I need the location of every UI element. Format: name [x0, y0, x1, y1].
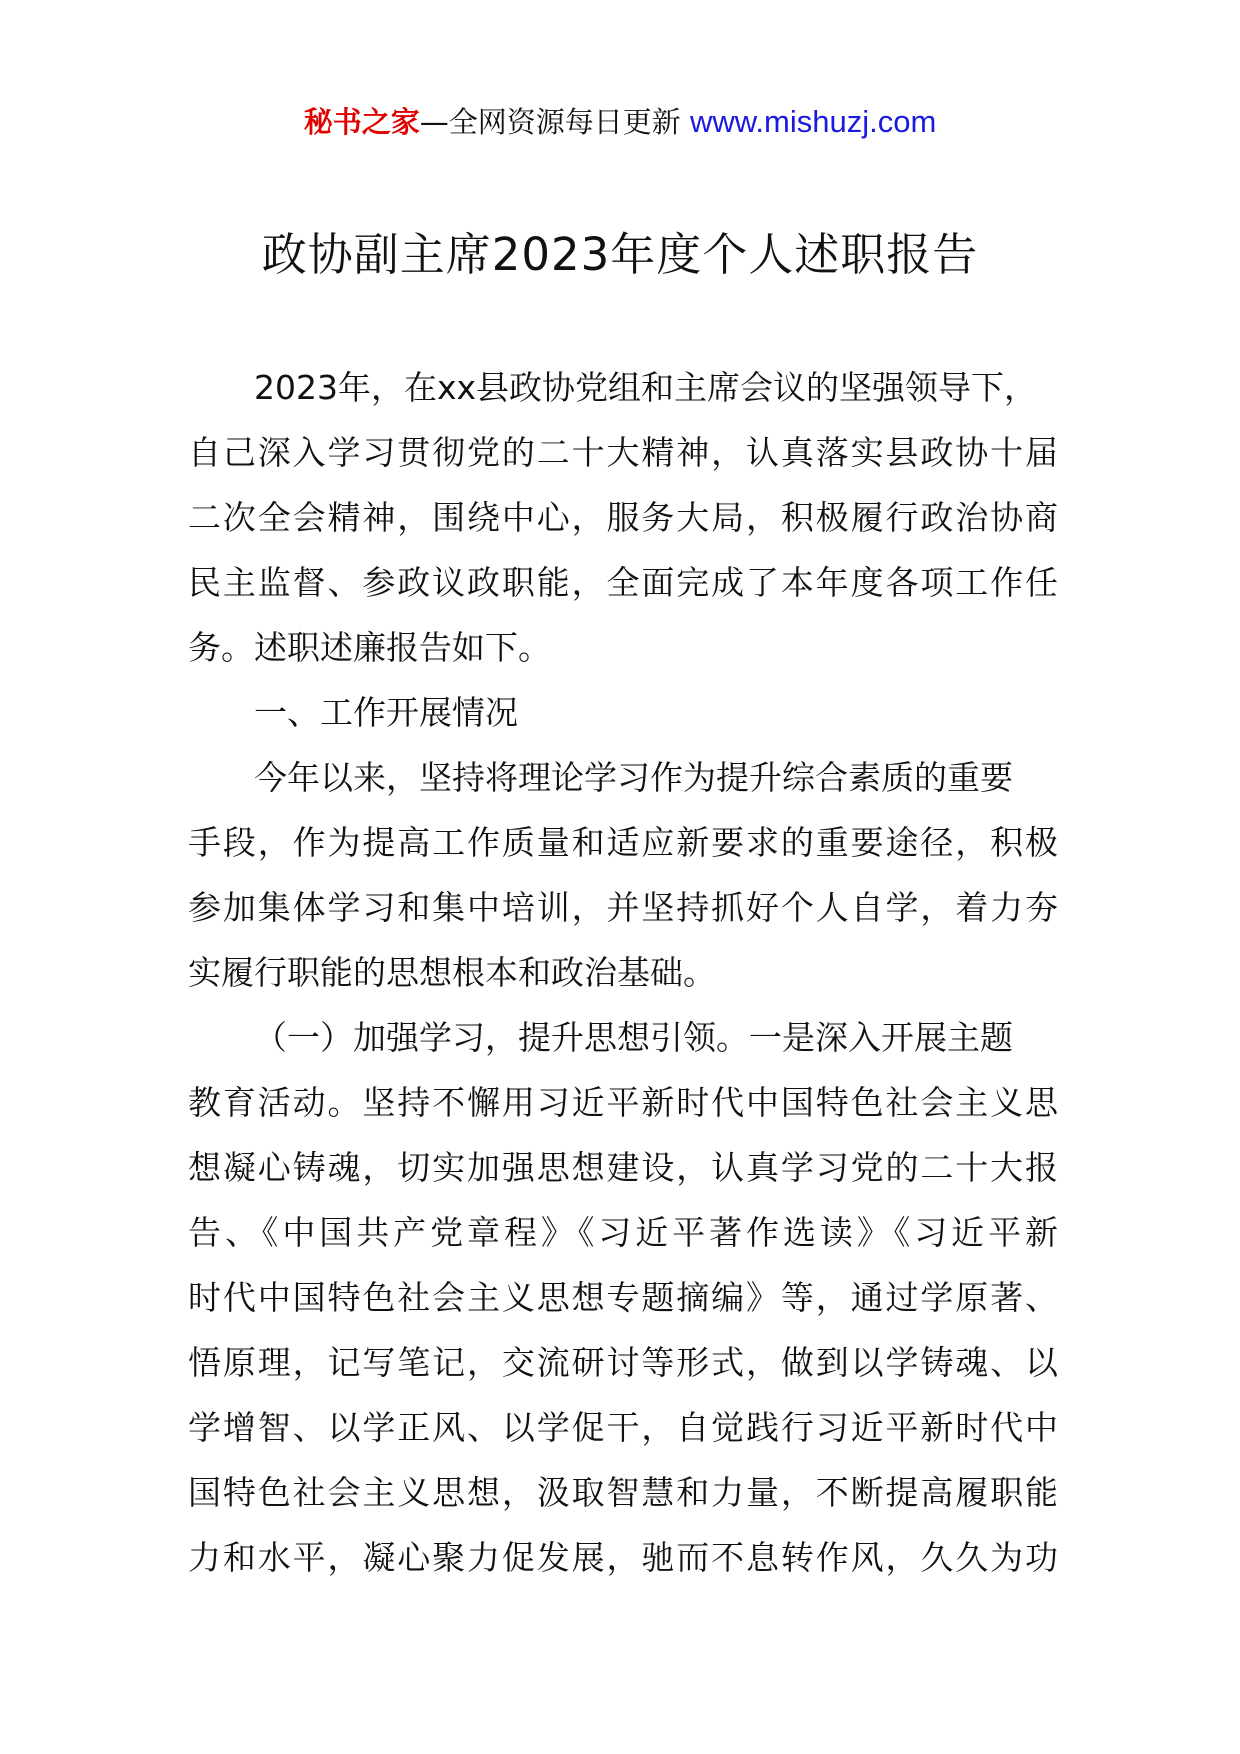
paragraph-line: 手段，作为提高工作质量和适应新要求的重要途径，积极 — [188, 823, 1058, 862]
site-header — [0, 100, 1240, 144]
section-heading: 一、工作开展情况 — [254, 693, 518, 732]
paragraph-line: 今年以来，坚持将理论学习作为提升综合素质的重要 — [254, 758, 1013, 797]
paragraph-line: 教育活动。坚持不懈用习近平新时代中国特色社会主义思 — [188, 1083, 1058, 1122]
site-tagline: —全网资源每日更新 — [419, 105, 690, 139]
site-brand: 秘书之家 — [303, 105, 420, 139]
paragraph-line: 时代中国特色社会主义思想专题摘编》等，通过学原著、 — [188, 1278, 1058, 1317]
paragraph-line: 力和水平，凝心聚力促发展，驰而不息转作风，久久为功 — [188, 1538, 1058, 1577]
paragraph-line: 民主监督、参政议政职能，全面完成了本年度各项工作任 — [188, 563, 1058, 602]
paragraph-line: 自己深入学习贯彻党的二十大精神，认真落实县政协十届 — [188, 433, 1058, 472]
paragraph-line: 2023年，在xx县政协党组和主席会议的坚强领导下， — [254, 368, 1038, 407]
paragraph-line: 学增智、以学正风、以学促干，自觉践行习近平新时代中 — [188, 1408, 1058, 1447]
paragraph-line: 国特色社会主义思想，汲取智慧和力量，不断提高履职能 — [188, 1473, 1058, 1512]
paragraph-line: 二次全会精神，围绕中心，服务大局，积极履行政治协商 — [188, 498, 1058, 537]
site-url-link[interactable]: www.mishuzj.com — [689, 104, 937, 139]
paragraph-line: 务。述职述廉报告如下。 — [188, 628, 551, 667]
paragraph-line: 悟原理，记写笔记，交流研讨等形式，做到以学铸魂、以 — [188, 1343, 1058, 1382]
paragraph-line: 参加集体学习和集中培训，并坚持抓好个人自学，着力夯 — [188, 888, 1058, 927]
paragraph-line: （一）加强学习，提升思想引领。一是深入开展主题 — [254, 1018, 1013, 1057]
document-title: 政协副主席2023年度个人述职报告 — [261, 228, 979, 281]
paragraph-line: 实履行职能的思想根本和政治基础。 — [188, 953, 716, 992]
document-body — [188, 355, 1058, 1590]
paragraph-line: 想凝心铸魂，切实加强思想建设，认真学习党的二十大报 — [188, 1148, 1058, 1187]
paragraph-line: 告、《中国共产党章程》《习近平著作选读》《习近平新 — [188, 1213, 1058, 1252]
